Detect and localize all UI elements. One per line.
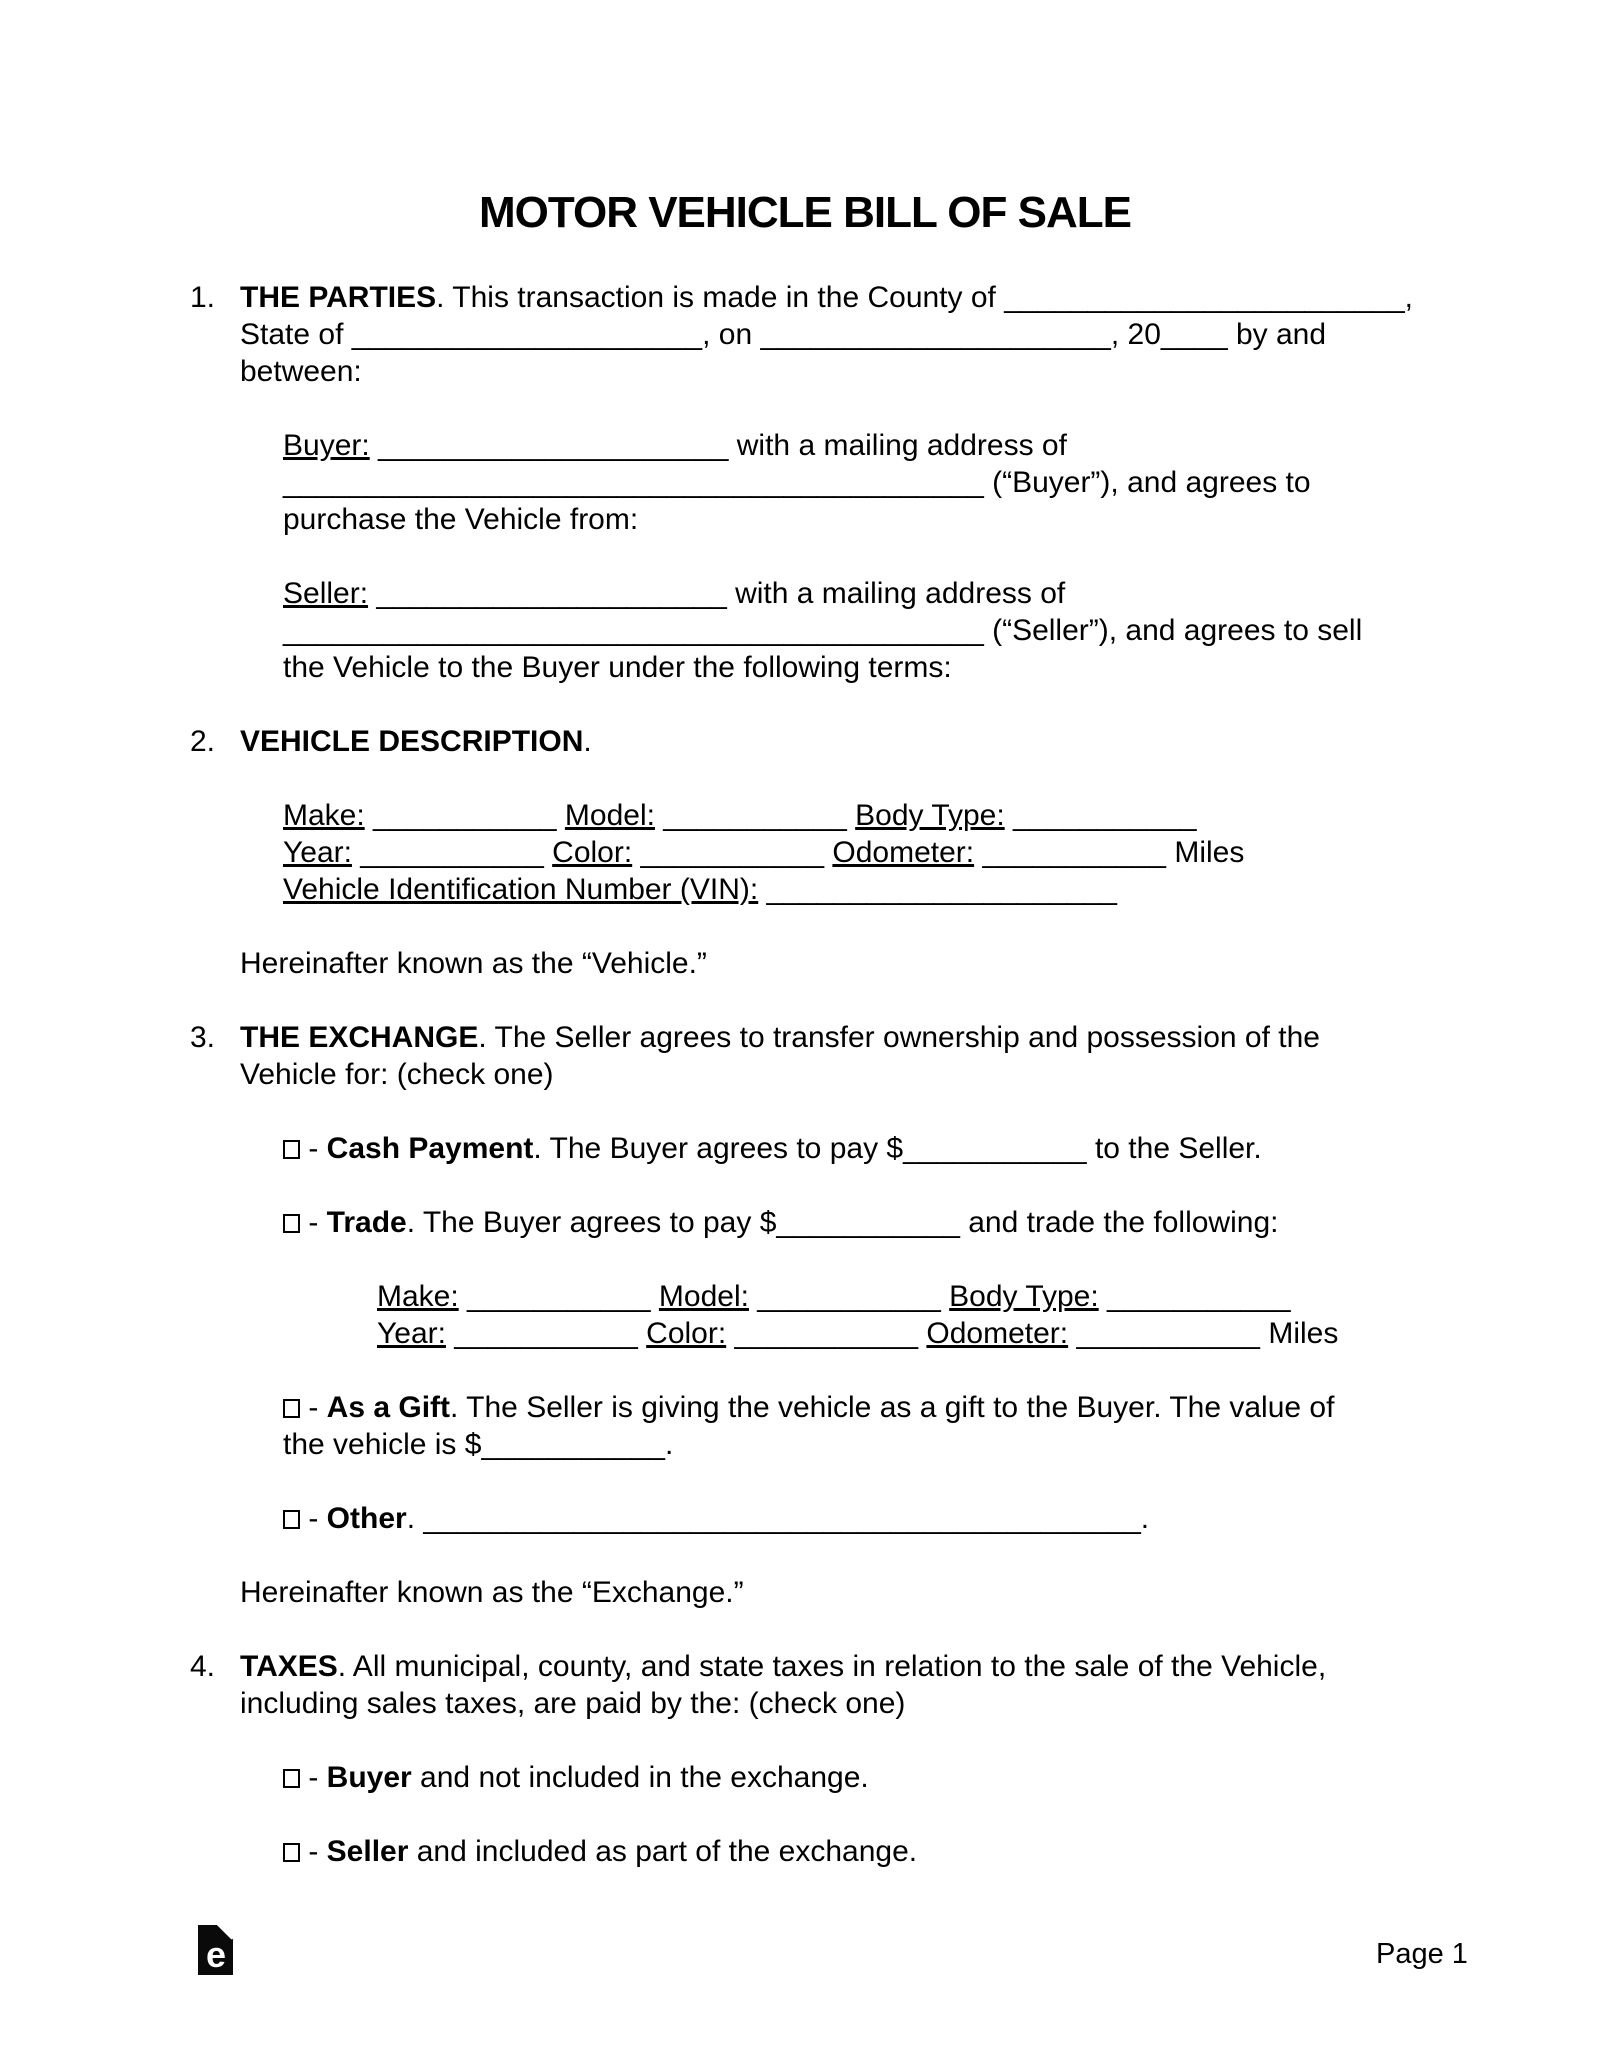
doc-line [240, 1648, 1420, 1685]
text-segment: Body Type: [855, 799, 1005, 832]
text-segment: _____________________ [758, 873, 1117, 906]
text-segment: - [300, 1132, 327, 1165]
checkbox-icon[interactable] [283, 1510, 300, 1529]
text-segment: Year: [283, 836, 352, 869]
buyer-paragraph [190, 427, 1420, 538]
text-segment: the vehicle is $___________. [283, 1428, 674, 1461]
text-segment: Buyer [326, 1761, 412, 1794]
text-segment: ___________ [364, 799, 565, 832]
text-segment: ___________ [445, 1317, 647, 1350]
checkbox-icon[interactable] [283, 1843, 300, 1862]
doc-line [283, 1130, 1420, 1167]
text-segment: Other [326, 1502, 407, 1535]
text-segment: and not included in the exchange. [411, 1761, 869, 1794]
text-segment: . This transaction is made in the County of ________________________, [436, 281, 1413, 314]
text-segment: Odometer: [926, 1317, 1069, 1350]
checkbox-icon[interactable] [283, 1214, 300, 1233]
section-4-taxes [190, 1648, 1420, 1722]
text-segment: . All municipal, county, and state taxes in relation to the sale of the Vehicle, [337, 1650, 1327, 1683]
text-segment: Model: [658, 1280, 749, 1313]
doc-line [283, 575, 1420, 612]
text-segment: ___________ [1004, 799, 1197, 832]
text-segment: Year: [377, 1317, 446, 1350]
doc-line [283, 797, 1420, 834]
cash-payment-option [190, 1130, 1420, 1167]
trade-vehicle-fields [190, 1278, 1420, 1352]
text-segment: Hereinafter known as the “Exchange.” [240, 1576, 744, 1609]
text-segment: Color: [646, 1317, 727, 1350]
document-blocks [190, 279, 1420, 1870]
text-segment: THE PARTIES [240, 281, 437, 314]
exchange-hereinafter [190, 1574, 1420, 1611]
doc-line [240, 353, 1420, 390]
text-segment: purchase the Vehicle from: [283, 503, 639, 536]
text-segment: Color: [552, 836, 633, 869]
vehicle-hereinafter [190, 945, 1420, 982]
text-segment: State of _____________________, on _____________________, 20____ by and [240, 318, 1327, 351]
doc-line [240, 1685, 1420, 1722]
checkbox-icon[interactable] [283, 1399, 300, 1418]
text-segment: . [583, 725, 592, 758]
text-segment: ___________ [654, 799, 856, 832]
eforms-logo-icon [198, 1925, 233, 1975]
text-segment: . ___________________________________________. [406, 1502, 1150, 1535]
text-segment: - [300, 1835, 327, 1868]
section-2-vehicle-description [190, 723, 1420, 760]
text-segment: _____________________ with a mailing address of [369, 429, 1067, 462]
text-segment: Model: [564, 799, 655, 832]
text-segment: . The Seller is giving the vehicle as a gift to the Buyer. The value of [450, 1391, 1335, 1424]
doc-line [240, 1056, 1420, 1093]
text-segment: ___________ Miles [974, 836, 1245, 869]
text-segment: Odometer: [832, 836, 975, 869]
doc-line [240, 1019, 1420, 1056]
text-segment: _____________________ with a mailing address of [368, 577, 1066, 610]
list-number: 4. [190, 1650, 216, 1683]
trade-option [190, 1204, 1420, 1241]
taxes-buyer-option [190, 1759, 1420, 1796]
doc-line [377, 1278, 1420, 1315]
text-segment: . The Buyer agrees to pay $___________ and trade the following: [406, 1206, 1279, 1239]
gift-option [190, 1389, 1420, 1463]
other-option [190, 1500, 1420, 1537]
taxes-seller-option [190, 1833, 1420, 1870]
text-segment: the Vehicle to the Buyer under the following terms: [283, 651, 952, 684]
text-segment: ___________ [726, 1317, 927, 1350]
doc-line [283, 649, 1420, 686]
text-segment: including sales taxes, are paid by the: (check one) [240, 1687, 906, 1720]
text-segment: between: [240, 355, 362, 388]
text-segment: Make: [377, 1280, 459, 1313]
text-segment: ___________ [351, 836, 553, 869]
vehicle-fields [190, 797, 1420, 908]
text-segment: Vehicle Identification Number (VIN): [283, 873, 759, 906]
doc-line [240, 1574, 1420, 1611]
text-segment: Hereinafter known as the “Vehicle.” [240, 947, 707, 980]
doc-line [240, 945, 1420, 982]
doc-line [283, 834, 1420, 871]
text-segment: Cash Payment [326, 1132, 534, 1165]
doc-line [283, 1500, 1420, 1537]
checkbox-icon[interactable] [283, 1769, 300, 1788]
text-segment: Make: [283, 799, 365, 832]
text-segment: ___________ [1098, 1280, 1291, 1313]
text-segment: - [300, 1502, 327, 1535]
page-title: MOTOR VEHICLE BILL OF SALE [479, 188, 1131, 237]
text-segment: __________________________________________ (“Seller”), and agrees to sell [283, 614, 1363, 647]
doc-line [283, 501, 1420, 538]
text-segment: ___________ Miles [1068, 1317, 1339, 1350]
doc-line [283, 427, 1420, 464]
text-segment: TAXES [240, 1650, 338, 1683]
doc-line [377, 1315, 1420, 1352]
logo-letter: e [206, 1934, 227, 1975]
doc-line [240, 316, 1420, 353]
doc-line [283, 464, 1420, 501]
text-segment: - [300, 1206, 327, 1239]
text-segment: As a Gift [326, 1391, 451, 1424]
doc-line [283, 871, 1420, 908]
doc-line [283, 1204, 1420, 1241]
doc-line [283, 1833, 1420, 1870]
list-number: 1. [190, 281, 216, 314]
text-segment: . The Buyer agrees to pay $___________ to the Seller. [533, 1132, 1262, 1165]
checkbox-icon[interactable] [283, 1140, 300, 1159]
text-segment: Buyer: [283, 429, 370, 462]
doc-line [240, 723, 1420, 760]
text-segment: . The Seller agrees to transfer ownership and possession of the [478, 1021, 1320, 1054]
text-segment: Body Type: [949, 1280, 1099, 1313]
section-3-the-exchange [190, 1019, 1420, 1093]
doc-line [283, 1759, 1420, 1796]
doc-line [283, 612, 1420, 649]
doc-line [283, 1389, 1420, 1426]
doc-line [283, 1426, 1420, 1463]
text-segment: ___________ [632, 836, 833, 869]
doc-line [240, 279, 1420, 316]
document-body [190, 187, 1420, 1870]
text-segment: Seller [326, 1835, 409, 1868]
text-segment: - [300, 1391, 327, 1424]
text-segment: Trade [326, 1206, 407, 1239]
text-segment: ___________ [748, 1280, 950, 1313]
text-segment: Vehicle for: (check one) [240, 1058, 554, 1091]
text-segment: ___________ [458, 1280, 659, 1313]
section-1-the-parties [190, 279, 1420, 390]
text-segment: VEHICLE DESCRIPTION [240, 725, 584, 758]
text-segment: and included as part of the exchange. [408, 1835, 918, 1868]
text-segment: THE EXCHANGE [240, 1021, 479, 1054]
list-number: 3. [190, 1021, 216, 1054]
page-number-label: Page 1 [1376, 1938, 1468, 1970]
text-segment: Seller: [283, 577, 369, 610]
list-number: 2. [190, 725, 216, 758]
seller-paragraph [190, 575, 1420, 686]
text-segment: __________________________________________ (“Buyer”), and agrees to [283, 466, 1311, 499]
text-segment: - [300, 1761, 327, 1794]
